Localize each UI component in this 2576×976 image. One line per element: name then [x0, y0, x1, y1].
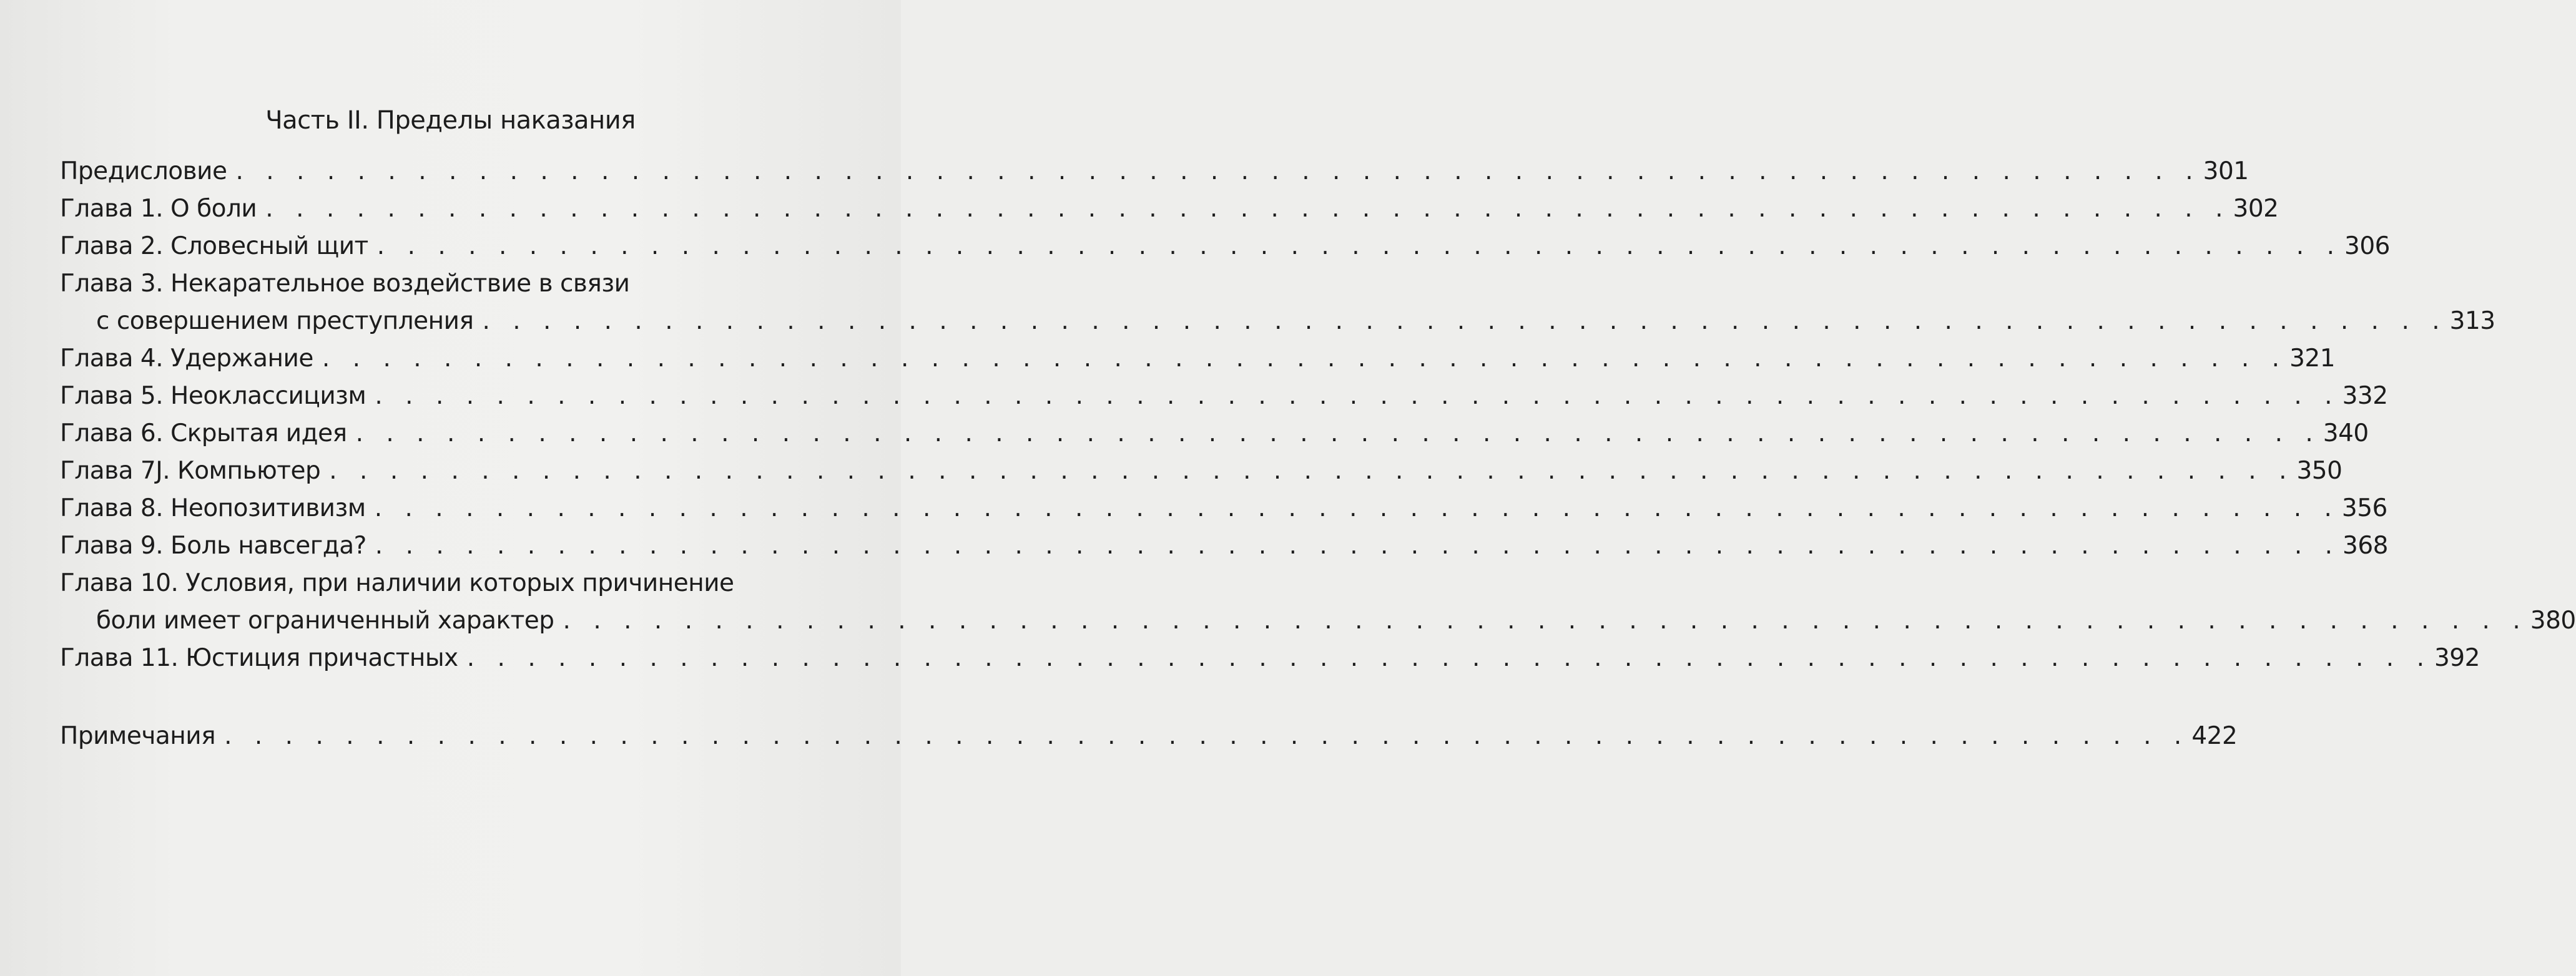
toc-entry[interactable] — [60, 343, 2336, 374]
dot-leader: . . . . . . . . . . . . . . . . . . . . . . . . . . . . . . . . . . . . . . . . . . . . . . . . . . . . . . . . . . . . . . . . . — [355, 419, 2321, 447]
toc-entry-title: Глава 5. Неоклассицизм — [60, 382, 366, 410]
dot-leader: . . . . . . . . . . . . . . . . . . . . . . . . . . . . . . . . . . . . . . . . . . . . . . . . . . . . . . . . . . . . . . . . . — [375, 382, 2340, 410]
toc-entry[interactable] — [60, 231, 2390, 262]
toc-entry[interactable] — [60, 530, 2388, 562]
toc-entry-page: 306 — [2344, 232, 2390, 260]
dot-leader: . . . . . . . . . . . . . . . . . . . . . . . . . . . . . . . . . . . . . . . . . . . . . . . . . . . . . . . . . . . . . . . . . — [466, 644, 2432, 672]
toc-entry-title: Примечания — [60, 722, 216, 750]
toc-entry-page: 392 — [2434, 644, 2480, 672]
toc-entry-page: 302 — [2233, 195, 2279, 223]
toc-entry-page: 356 — [2341, 494, 2387, 522]
toc-entry[interactable] — [60, 156, 2249, 187]
toc-entry-page: 380 — [2530, 607, 2576, 635]
toc-entry[interactable] — [60, 643, 2480, 674]
toc-entry-title: Глава 6. Скрытая идея — [60, 419, 347, 447]
dot-leader: . . . . . . . . . . . . . . . . . . . . . . . . . . . . . . . . . . . . . . . . . . . . . . . . . . . . . . . . . . . . . . . . . — [563, 607, 2528, 635]
toc-entry[interactable] — [60, 193, 2279, 225]
dot-leader: . . . . . . . . . . . . . . . . . . . . . . . . . . . . . . . . . . . . . . . . . . . . . . . . . . . . . . . . . . . . . . . . . — [374, 494, 2339, 522]
toc-entry-title: Глава 11. Юстиция причастных — [60, 644, 458, 672]
toc-entry-page: 350 — [2296, 457, 2342, 485]
toc-entry[interactable] — [60, 418, 2369, 449]
dot-leader: . . . . . . . . . . . . . . . . . . . . . . . . . . . . . . . . . . . . . . . . . . . . . . . . . . . . . . . . . . . . . . . . . — [375, 532, 2341, 560]
dot-leader: . . . . . . . . . . . . . . . . . . . . . . . . . . . . . . . . . . . . . . . . . . . . . . . . . . . . . . . . . . . . . . . . . — [265, 195, 2231, 223]
toc-entry-title: Предисловие — [60, 157, 227, 185]
toc-entry-page: 313 — [2449, 307, 2495, 335]
dot-leader: . . . . . . . . . . . . . . . . . . . . . . . . . . . . . . . . . . . . . . . . . . . . . . . . . . . . . . . . . . . . . . . . . — [376, 232, 2342, 260]
toc-entry-title-continued: боли имеет ограниченный характер — [96, 607, 554, 635]
toc-entry-title: Глава 1. О боли — [60, 195, 257, 223]
dot-leader: . . . . . . . . . . . . . . . . . . . . . . . . . . . . . . . . . . . . . . . . . . . . . . . . . . . . . . . . . . . . . . . . . — [482, 307, 2447, 335]
toc-entry[interactable] — [60, 268, 2495, 337]
toc-entry-title: Глава 3. Некарательное воздействие в связи — [60, 270, 630, 298]
dot-leader: . . . . . . . . . . . . . . . . . . . . . . . . . . . . . . . . . . . . . . . . . . . . . . . . . . . . . . . . . . . . . . . . . — [329, 457, 2294, 485]
toc-entry-title: Глава 7J. Компьютер — [60, 457, 321, 485]
toc-entry-page: 321 — [2289, 344, 2336, 373]
toc-entry-page: 332 — [2342, 382, 2388, 410]
section-title: Часть II. Пределы наказания — [265, 106, 636, 135]
toc-entry[interactable] — [60, 721, 2238, 752]
dot-leader: . . . . . . . . . . . . . . . . . . . . . . . . . . . . . . . . . . . . . . . . . . . . . . . . . . . . . . . . . . . . . . . . . — [235, 157, 2201, 185]
toc-entry-title-continued: с совершением преступления — [96, 307, 474, 335]
toc-entry[interactable] — [60, 456, 2342, 487]
toc-entry-page: 422 — [2191, 722, 2238, 750]
toc-entry-page: 340 — [2323, 419, 2369, 447]
toc-entry-title: Глава 2. Словесный щит — [60, 232, 368, 260]
dot-leader: . . . . . . . . . . . . . . . . . . . . . . . . . . . . . . . . . . . . . . . . . . . . . . . . . . . . . . . . . . . . . . . . . — [322, 344, 2288, 373]
toc-entry[interactable] — [60, 381, 2388, 412]
toc-entry-title: Глава 4. Удержание — [60, 344, 313, 373]
toc-entry[interactable] — [60, 568, 2576, 637]
toc-entry-title: Глава 9. Боль навсегда? — [60, 532, 366, 560]
toc-entry-page: 368 — [2342, 532, 2388, 560]
toc-entry[interactable] — [60, 493, 2387, 524]
toc-entry-page: 301 — [2203, 157, 2249, 185]
dot-leader: . . . . . . . . . . . . . . . . . . . . . . . . . . . . . . . . . . . . . . . . . . . . . . . . . . . . . . . . . . . . . . . . . — [224, 722, 2190, 750]
toc-entry-title: Глава 8. Неопозитивизм — [60, 494, 366, 522]
toc-entry-title: Глава 10. Условия, при наличии которых причинение — [60, 569, 734, 597]
